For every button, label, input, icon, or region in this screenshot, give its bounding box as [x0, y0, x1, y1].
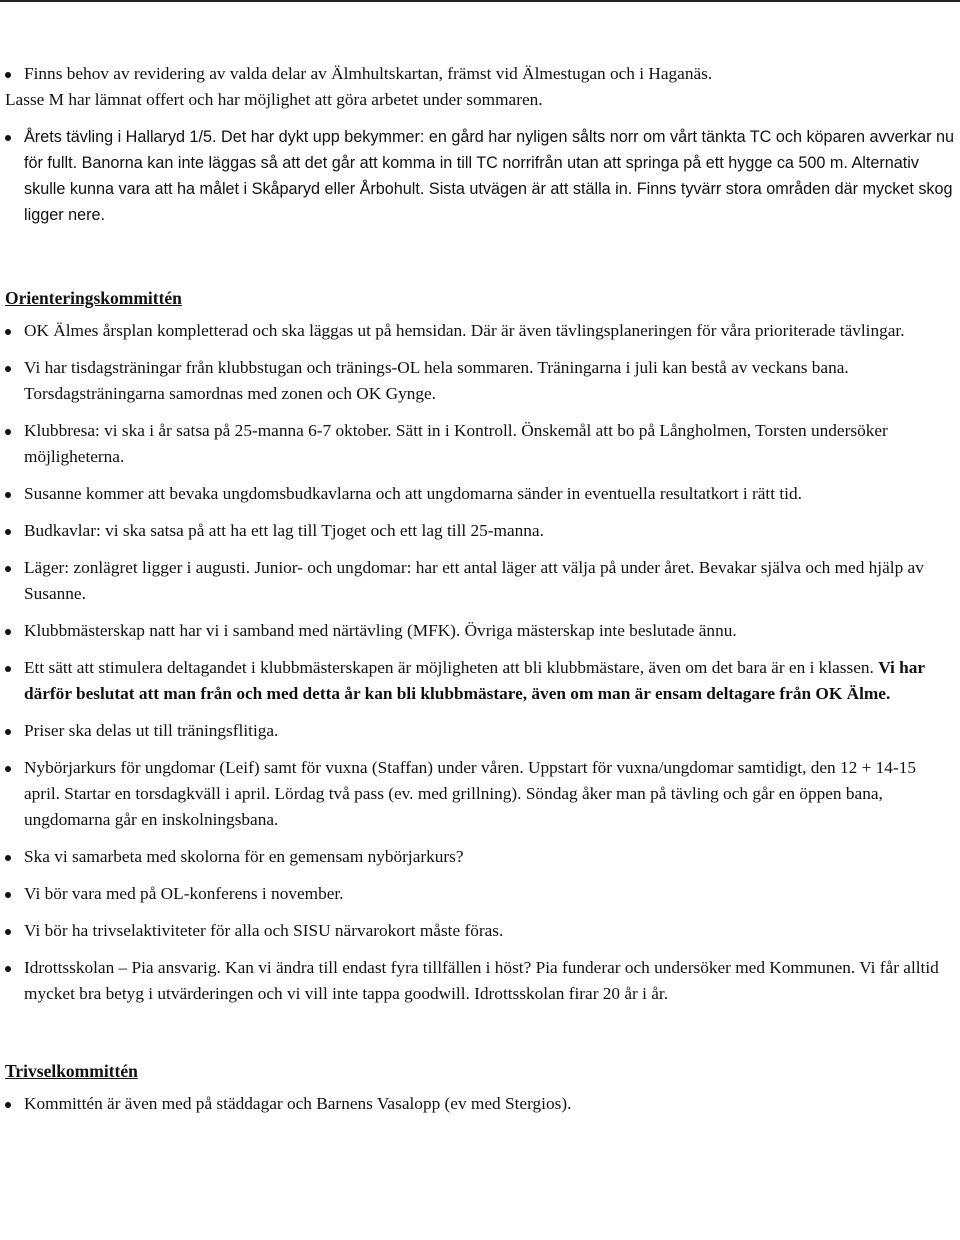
document-page	[5, 61, 955, 1128]
list-item-text: Klubbresa: vi ska i år satsa på 25-manna 6-7 oktober. Sätt in i Kontroll. Önskemål att bo på Långholmen, Torsten undersöker möjligheterna.	[24, 421, 888, 466]
list-item	[5, 355, 955, 407]
list-item-bold-text: Vi har därför beslutat att man från och med detta år kan bli klubbmästare, även om man är ensam deltagare från OK Älme.	[24, 658, 925, 703]
list-item-text: OK Älmes årsplan kompletterad och ska läggas ut på hemsidan. Där är även tävlingsplaneringen för våra prioriterade tävlingar.	[24, 321, 905, 340]
section-heading-orientering: Orienteringskommittén	[5, 288, 182, 308]
list-item	[5, 718, 955, 744]
list-item-text: Susanne kommer att bevaka ungdomsbudkavlarna och att ungdomarna sänder in eventuella resultatkort i rätt tid.	[24, 484, 802, 503]
bullet-icon	[5, 666, 11, 672]
list-item	[5, 418, 955, 470]
list-item-haganas	[5, 61, 955, 87]
list-item	[5, 555, 955, 607]
list-item	[5, 318, 955, 344]
list-item-text: Klubbmästerskap natt har vi i samband med närtävling (MFK). Övriga mästerskap inte beslutade ännu.	[24, 621, 737, 640]
bullet-icon	[5, 929, 11, 935]
paragraph-lasse: Lasse M har lämnat offert och har möjlighet att göra arbetet under sommaren.	[5, 90, 543, 109]
list-item	[5, 881, 955, 907]
bullet-icon	[5, 892, 11, 898]
list-item-text: Vi bör ha trivselaktiviteter för alla och SISU närvarokort måste föras.	[24, 921, 504, 940]
list-item-text: Priser ska delas ut till träningsflitiga.	[24, 721, 279, 740]
bullet-icon	[5, 855, 11, 861]
list-item-text: Årets tävling i Hallaryd 1/5. Det har dykt upp bekymmer: en gård har nyligen sålts norr om vårt tänkta TC och köparen avverkar nu för fullt. Banorna kan inte läggas så att det går att komma in till TC norrifrån utan att springa på ett hygge ca 500 m. Alternativ skulle kunna vara att ha målet i Skåparyd eller Årbohult. Sista utvägen är att ställa in. Finns tyvärr stora områden där mycket skog ligger nere.	[24, 128, 955, 224]
intro-list	[5, 61, 955, 87]
list-item-text: Ska vi samarbeta med skolorna för en gemensam nybörjarkurs?	[24, 847, 464, 866]
list-item-text: Vi har tisdagsträningar från klubbstugan och tränings-OL hela sommaren. Träningarna i juli kan bestå av veckans bana. Torsdagsträningarna samordnas med zonen och OK Gynge.	[24, 358, 849, 403]
list-item-tavling	[5, 124, 955, 228]
list-item	[5, 844, 955, 870]
list-item	[5, 481, 955, 507]
list-item	[5, 755, 955, 833]
bullet-icon	[5, 492, 11, 498]
list-item-text: Vi bör vara med på OL-konferens i november.	[24, 884, 344, 903]
bullet-icon	[5, 329, 11, 335]
list-item-text: Finns behov av revidering av valda delar av Älmhultskartan, främst vid Älmestugan och i Haganäs.	[24, 64, 713, 83]
list-item	[5, 618, 955, 644]
bullet-icon	[5, 529, 11, 535]
list-item-text: Nybörjarkurs för ungdomar (Leif) samt för vuxna (Staffan) under våren. Uppstart för vuxna/ungdomar samtidigt, den 12 + 14-15 april. Startar en torsdagkväll i april. Lördag två pass (ev. med grillning). Söndag åker man på tävling och går en öppen bana, ungdomarna går en inskolningsbana.	[24, 758, 916, 829]
bullet-icon	[5, 729, 11, 735]
orientering-list	[5, 318, 955, 1007]
bullet-icon	[5, 566, 11, 572]
bullet-icon	[5, 766, 11, 772]
list-item	[5, 1091, 955, 1117]
bullet-icon	[5, 629, 11, 635]
list-item-text: Läger: zonlägret ligger i augusti. Junior- och ungdomar: har ett antal läger att välja på under året. Bevakar själva och med hjälp av Susanne.	[24, 558, 924, 603]
bullet-icon	[5, 1102, 11, 1108]
list-item	[5, 518, 955, 544]
list-item-text: Kommittén är även med på städdagar och Barnens Vasalopp (ev med Stergios).	[24, 1094, 572, 1113]
trivsel-list	[5, 1091, 955, 1117]
section-heading-trivsel: Trivselkommittén	[5, 1061, 138, 1081]
list-item-klubbmastare	[5, 655, 955, 707]
list-item-text: Ett sätt att stimulera deltagandet i klubbmästerskapen är möjligheten att bli klubbmästare, även om det bara är en i klassen.	[24, 658, 874, 677]
list-item-text: Idrottsskolan – Pia ansvarig. Kan vi ändra till endast fyra tillfällen i höst? Pia funderar och undersöker med Kommunen. Vi får alltid mycket bra betyg i utvärderingen och vi vill inte tappa goodwill. Idrottsskolan firar 20 år i år.	[24, 958, 939, 1003]
list-item	[5, 918, 955, 944]
top-rule	[0, 0, 960, 2]
tavling-list	[5, 124, 955, 228]
bullet-icon	[5, 366, 11, 372]
bullet-icon	[5, 429, 11, 435]
list-item-text: Budkavlar: vi ska satsa på att ha ett lag till Tjoget och ett lag till 25-manna.	[24, 521, 544, 540]
bullet-icon	[5, 966, 11, 972]
list-item	[5, 955, 955, 1007]
bullet-icon	[5, 135, 11, 141]
bullet-icon	[5, 72, 11, 78]
